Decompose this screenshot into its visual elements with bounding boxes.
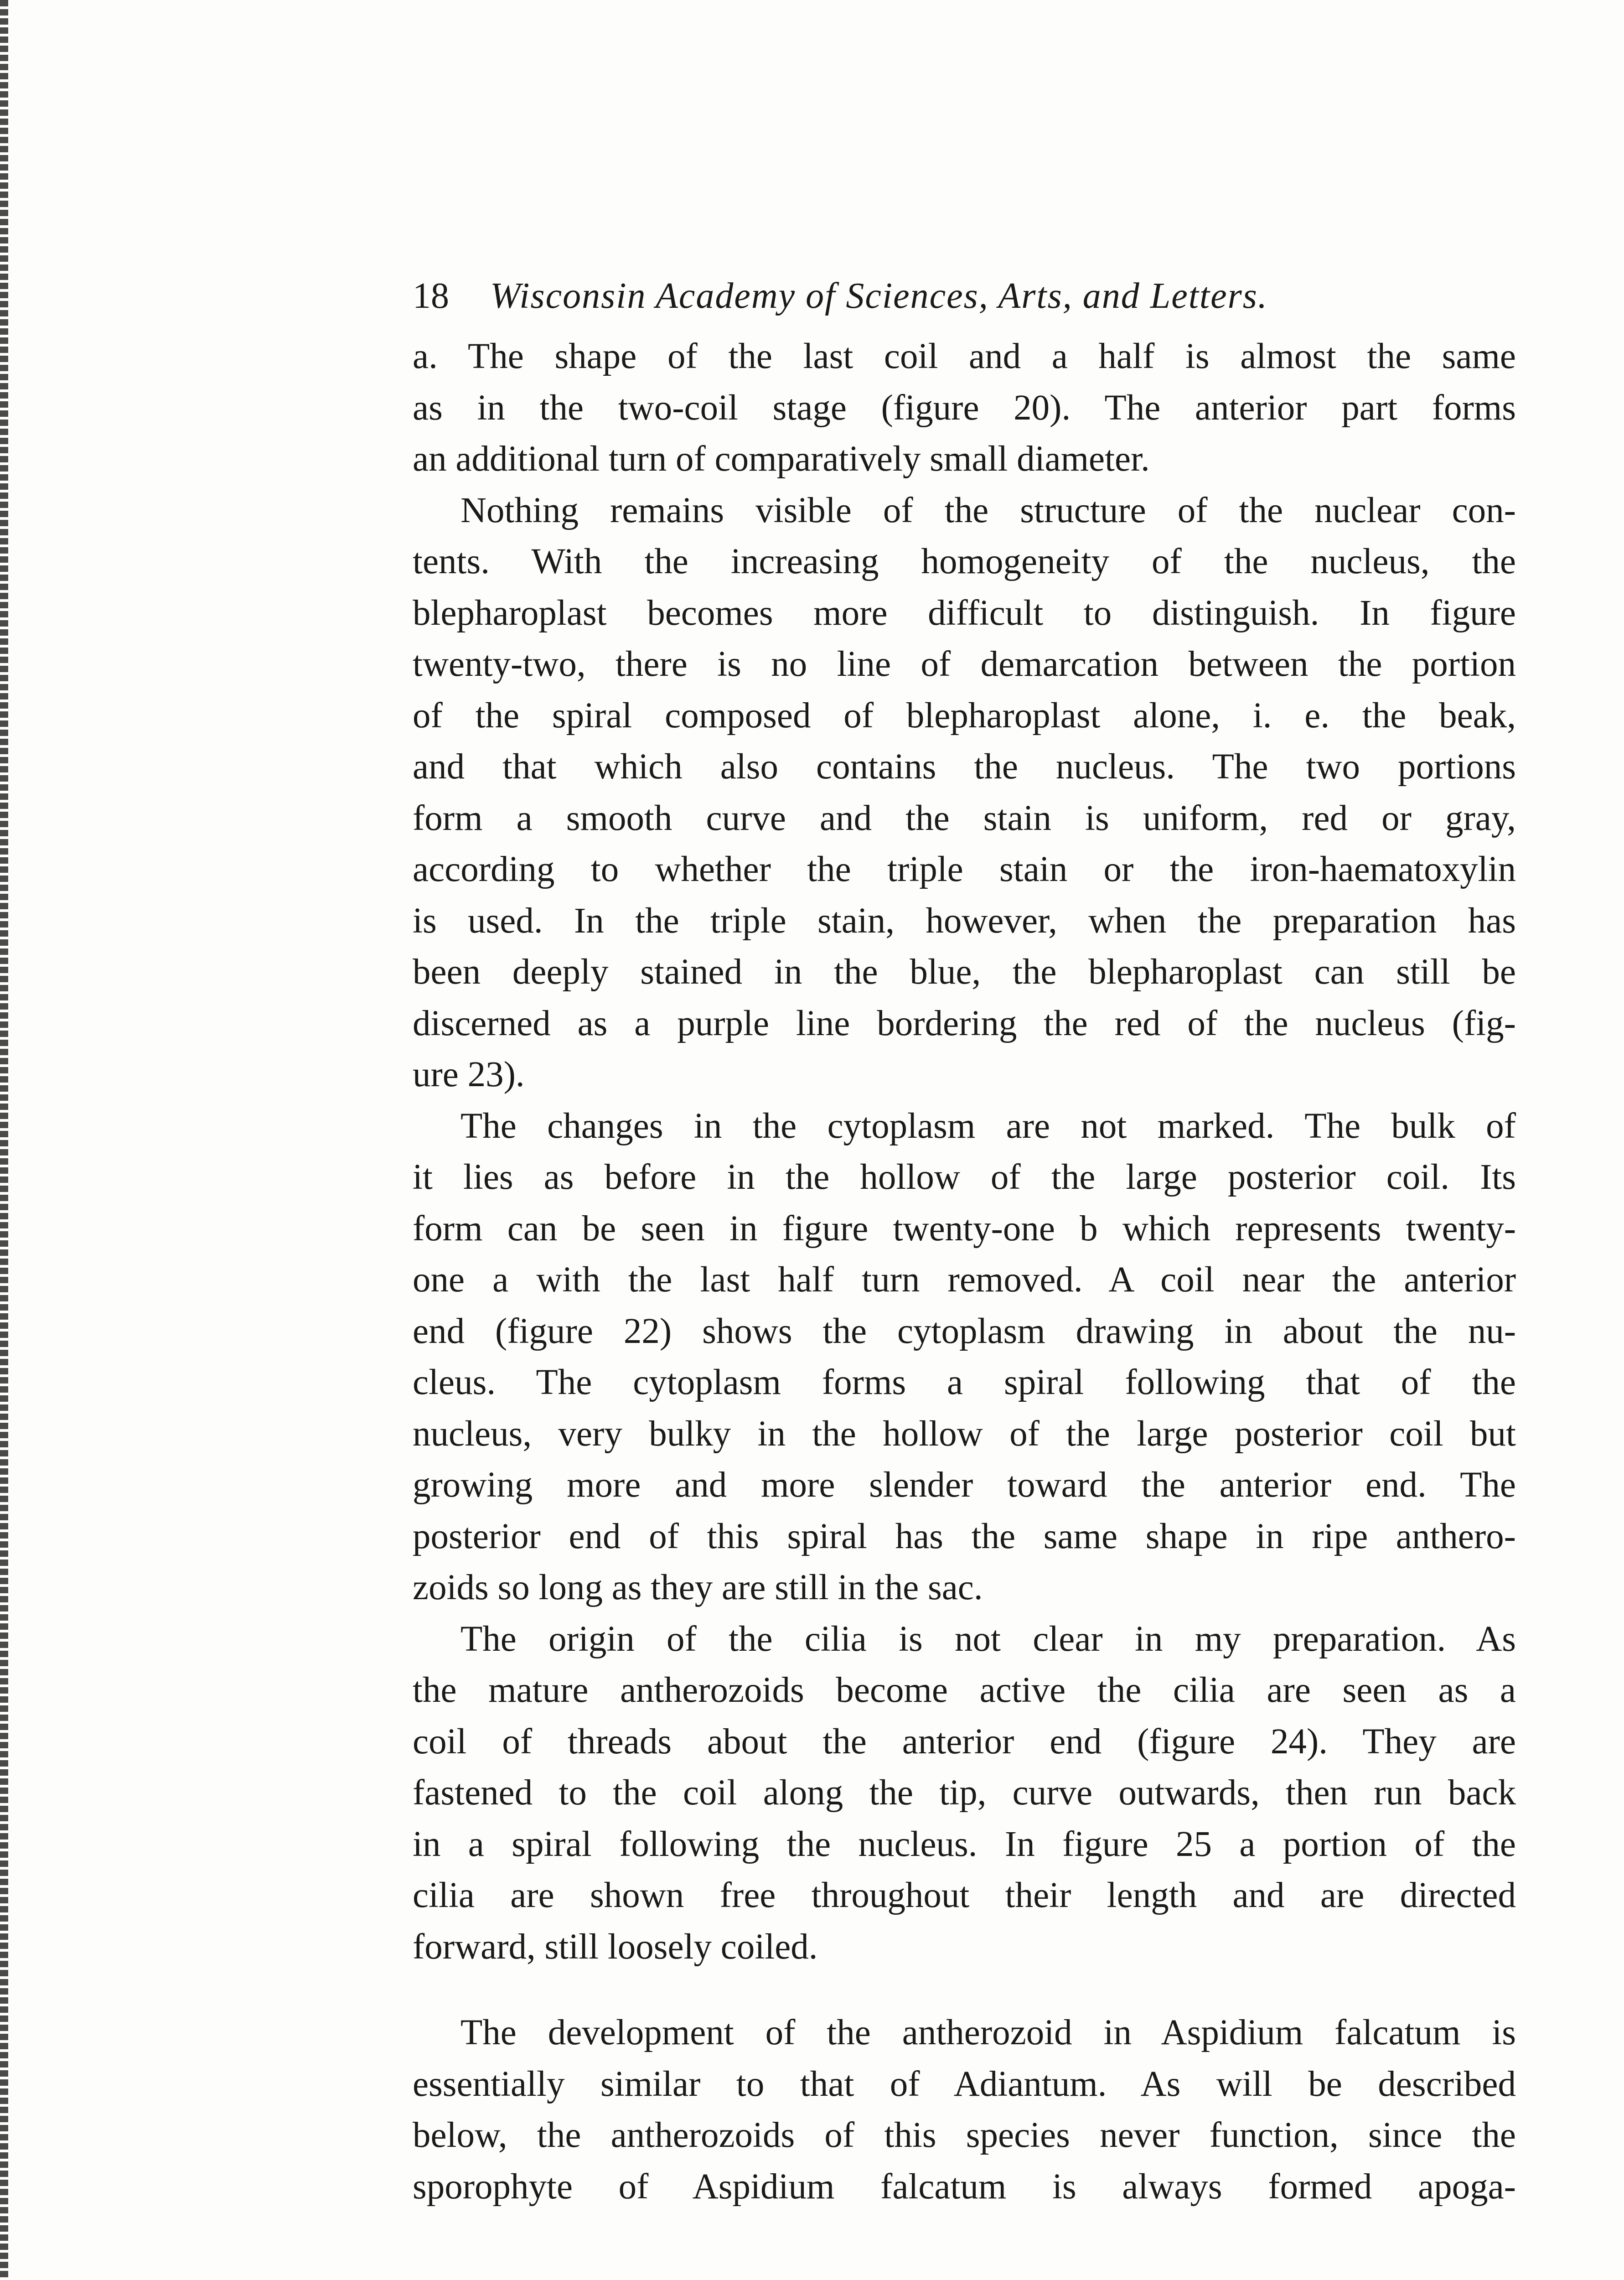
text-line: it lies as before in the hollow of the large posterior coil. Its <box>413 1157 1516 1197</box>
text-line: as in the two-coil stage (figure 20). The anterior part forms <box>413 388 1516 428</box>
text-line: a. The shape of the last coil and a half is almost the same <box>413 337 1516 376</box>
text-line: is used. In the triple stain, however, when the preparation has <box>413 901 1516 941</box>
text-line: and that which also contains the nucleus. The two portions <box>413 747 1516 787</box>
text-line: in a spiral following the nucleus. In figure 25 a portion of the <box>413 1824 1516 1864</box>
section-gap <box>413 1973 1516 2007</box>
text-line: form can be seen in figure twenty-one b which represents twenty- <box>413 1208 1516 1249</box>
text-line: twenty-two, there is no line of demarcation between the portion <box>413 644 1516 684</box>
text-line: below, the antherozoids of this species never function, since the <box>413 2115 1516 2155</box>
text-line: fastened to the coil along the tip, curve outwards, then run back <box>413 1773 1516 1813</box>
text-line: been deeply stained in the blue, the blepharoplast can still be <box>413 952 1516 992</box>
paragraph-cytoplasm <box>413 1101 1516 1614</box>
text-line: end (figure 22) shows the cytoplasm drawing in about the nu- <box>413 1311 1516 1351</box>
text-line: The origin of the cilia is not clear in my preparation. As <box>460 1619 1516 1659</box>
text-line: posterior end of this spiral has the same shape in ripe anthero- <box>413 1516 1516 1556</box>
text-line: one a with the last half turn removed. A coil near the anterior <box>413 1260 1516 1300</box>
text-line: nucleus, very bulky in the hollow of the large posterior coil but <box>413 1414 1516 1454</box>
text-line: form a smooth curve and the stain is uniform, red or gray, <box>413 798 1516 838</box>
journal-title: Wisconsin Academy of Sciences, Arts, and Letters. <box>490 276 1268 316</box>
paragraph-aspidium <box>413 2007 1516 2213</box>
text-line: the mature antherozoids become active the cilia are seen as a <box>413 1670 1516 1710</box>
text-line: growing more and more slender toward the anterior end. The <box>413 1465 1516 1505</box>
text-line: Nothing remains visible of the structure of the nuclear con- <box>460 490 1516 530</box>
text-line: coil of threads about the anterior end (figure 24). They are <box>413 1721 1516 1762</box>
text-line: according to whether the triple stain or the iron-haematoxylin <box>413 850 1516 889</box>
text-line: essentially similar to that of Adiantum. As will be described <box>413 2064 1516 2104</box>
text-line: blepharoplast becomes more difficult to distinguish. In figure <box>413 593 1516 633</box>
text-line: The changes in the cytoplasm are not marked. The bulk of <box>460 1106 1516 1146</box>
page-text-block <box>413 269 1516 2213</box>
page-number: 18 <box>413 276 449 316</box>
text-line: tents. With the increasing homogeneity of the nucleus, the <box>413 542 1516 581</box>
text-line: discerned as a purple line bordering the red of the nucleus (fig- <box>413 1003 1516 1043</box>
text-line: cilia are shown free throughout their length and are directed <box>413 1876 1516 1915</box>
text-line: forward, still loosely coiled. <box>413 1927 818 1967</box>
paragraph-continuation <box>413 331 1516 485</box>
text-line: The development of the antherozoid in Aspidium falcatum is <box>460 2013 1516 2052</box>
page-left-edge <box>0 0 8 2280</box>
text-line: sporophyte of Aspidium falcatum is always formed apoga- <box>413 2166 1516 2207</box>
text-line: of the spiral composed of blepharoplast alone, i. e. the beak, <box>413 695 1516 736</box>
paragraph-cilia <box>413 1614 1516 1973</box>
paragraph-nuclear-contents <box>413 485 1516 1101</box>
running-head <box>413 269 1516 323</box>
text-line: ure 23). <box>413 1055 525 1094</box>
text-line: an additional turn of comparatively small diameter. <box>413 439 1150 479</box>
text-line: cleus. The cytoplasm forms a spiral following that of the <box>413 1363 1516 1402</box>
text-line: zoids so long as they are still in the sac. <box>413 1568 983 1607</box>
